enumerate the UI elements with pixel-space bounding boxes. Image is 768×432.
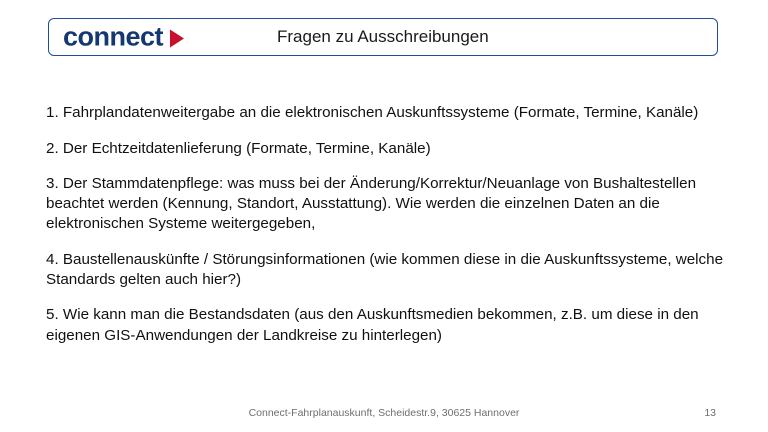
body-paragraph: 2. Der Echtzeitdatenlieferung (Formate, Termine, Kanäle)	[46, 139, 431, 157]
connect-logo	[63, 21, 184, 52]
page-title: Fragen zu Ausschreibungen	[277, 27, 489, 46]
footer-text: Connect-Fahrplanauskunft, Scheidestr.9, 30625 Hannover	[248, 407, 520, 419]
slide-footer	[0, 407, 768, 421]
body-paragraph: 1. Fahrplandatenweitergabe an die elektronischen Auskunftssysteme (Formate, Termine, Kanäle)	[46, 104, 699, 122]
body-paragraph: 5. Wie kann man die Bestandsdaten (aus den Auskunftsmedien bekommen, z.B. um diese in den eigenen GIS-Anwendungen der Landkreise zu hinterlegen)	[46, 306, 699, 344]
slide-body	[46, 88, 726, 346]
play-triangle-icon	[170, 29, 184, 47]
body-paragraph: 3. Der Stammdatenpflege: was muss bei der Änderung/Korrektur/Neuanlage von Bushaltestellen beachtet werden (Kennung, Standort, Ausstattung). Wie werden die einzelnen Daten an die elektronischen Systeme weitergegeben,	[46, 175, 697, 233]
body-paragraph: 4. Baustellenauskünfte / Störungsinformationen (wie kommen diese in die Auskunftssysteme, welche Standards gelten auch hier?)	[46, 250, 724, 289]
logo-wordmark: connect	[63, 21, 164, 52]
page-number: 13	[704, 407, 716, 419]
slide-title-bar	[48, 18, 718, 56]
